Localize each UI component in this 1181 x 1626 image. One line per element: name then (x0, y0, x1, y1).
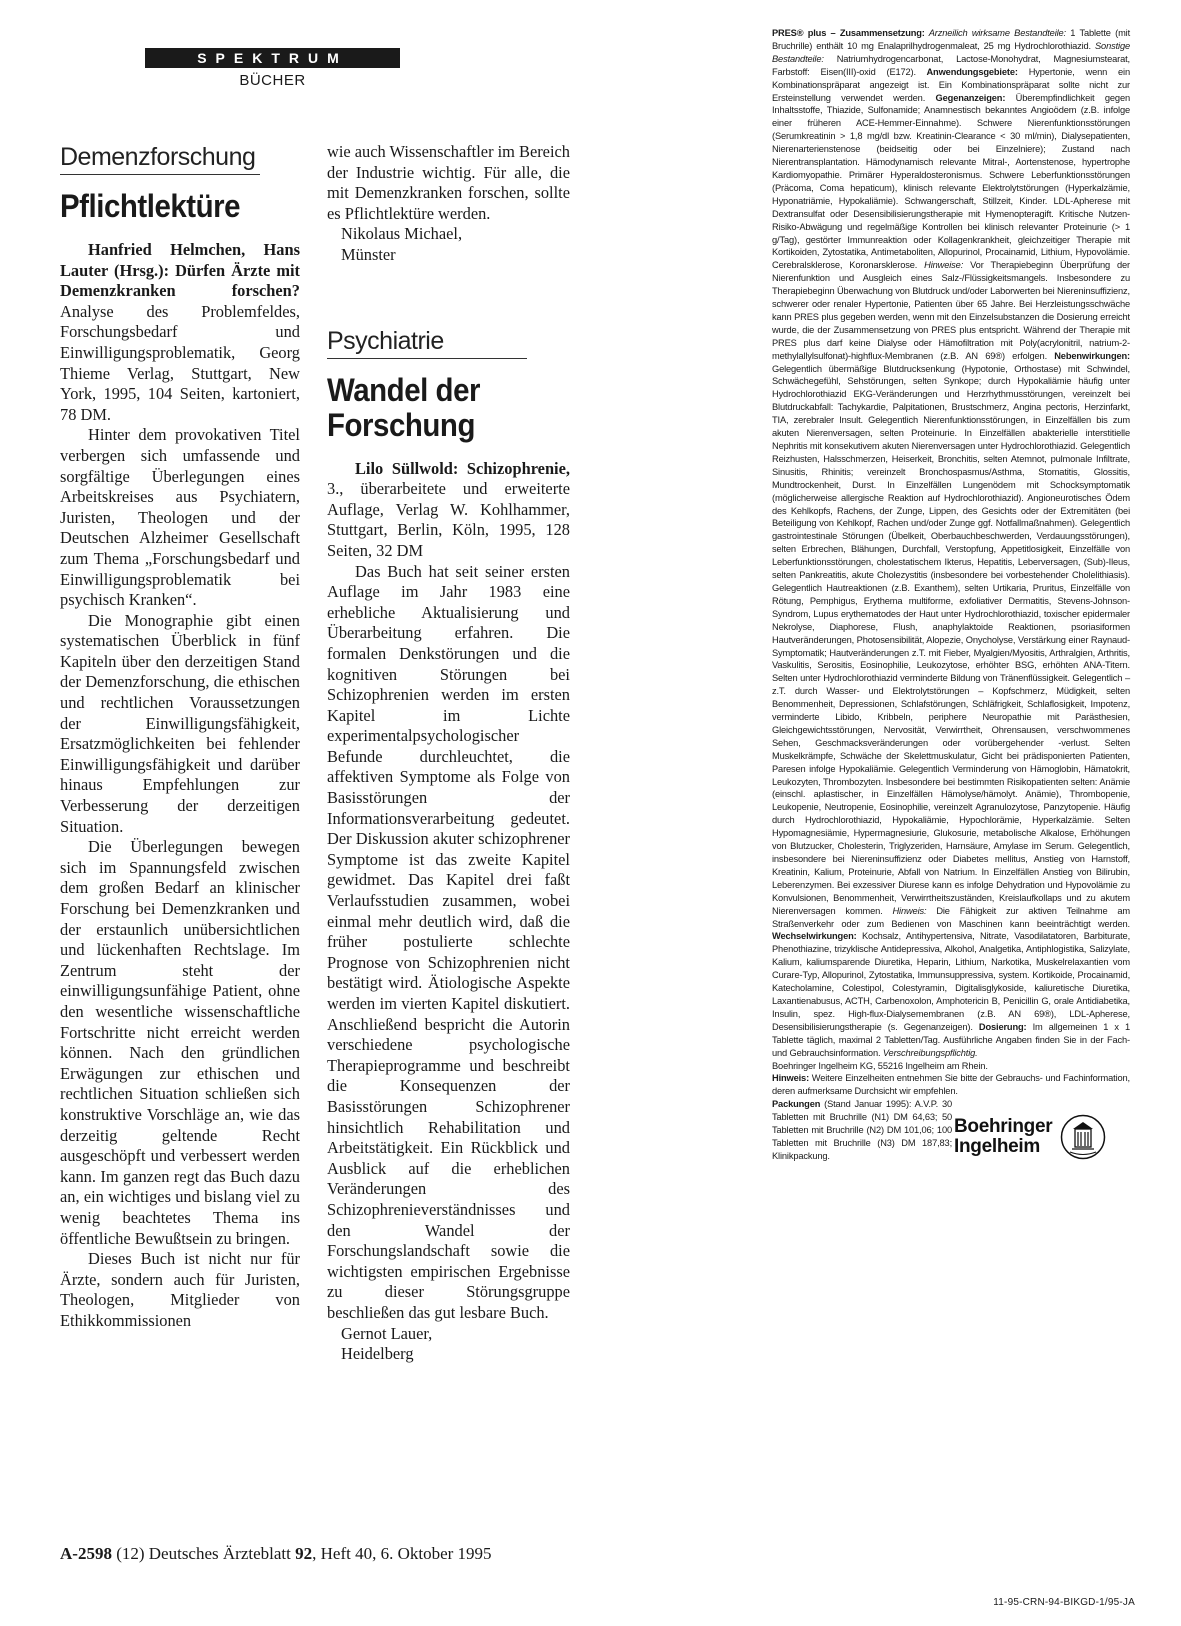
text-bold: Wechselwirkungen: (772, 931, 857, 942)
section-rule (327, 358, 527, 359)
title-line: Wandel der (327, 371, 480, 408)
text: Die Fähigkeit zur aktiven Teilnahme am Straßenverkehr oder zum Bedienen von Maschinen kann beeinträchtigt werden. (772, 905, 1130, 929)
text-bold: PRES® plus – Zusammensetzung: (772, 28, 925, 38)
second-article (327, 326, 570, 1365)
title-line: Forschung (327, 406, 475, 443)
journal-name: (12) Deutsches Ärzteblatt (111, 1544, 296, 1563)
article-title-wandel-der-forschung (327, 373, 551, 443)
paragraph: Die Monographie gibt einen systematischen Überblick in fünf Kapiteln über den derzeitigen Stand der Demenzforschung, die ethischen und rechtlichen Voraussetzungen der Einwilligungsfähigkeit, Ersatzmöglichkeiten bei fehlender Einwilligungsfähigkeit und darüber hinaus Empfehlungen zur Verbesserung der derzeitigen Situation. (60, 610, 300, 836)
text-italic: Arzneilich wirksame Bestandteile: (924, 28, 1066, 38)
text: Kochsalz, Antihypertensiva, Nitrate, Vasodilatatoren, Barbiturate, Phenothiazine, trizyklische Antidepressiva, Alkohol, Analgetika, Antiphlogistika, Salizylate, Kalium, kaliumsparende Diuretika, Heparin, Lithium, Narkotika, Muskelrelaxantien vom Curare-Typ, Allopurinol, Zytostatika, Immunsuppressiva, system. Kortikoide, Procainamid, Katecholamine, Colestipol, Colestyramin, Digitalisglykoside, kaliuretische Diuretika, Laxantienabusus, ACTH, Carbenoxolon, Amphotericin B, Penicillin G, orale Antidiabetika, Insulin, spez. High-flux-Dialysemembranen (z.B. AN 69®), LDL-Apherese, Desensibilisierungstherapie (s. Gegenanzeigen). (772, 931, 1130, 1032)
text-bold: Gegenanzeigen: (925, 92, 1006, 103)
text: Überempfindlichkeit gegen Inhaltsstoffe, Thiazide, Sulfonamide; Anamnestisch bekanntes Angioödem (z.B. infolge einer früheren ACE-Hemmer-Einnahme). Schwere Nierenfunktionsstörungen (Serumkreatinin > 1,8 mg/dl bzw. Kreatinin-Clearance < 30 ml/min), Dialysepatienten, Nierenarterienstenose (beidseitig oder bei Einzelniere); Zustand nach Nierentransplantation. Hämodynamisch relevante Mitral-, Aortenstenose, hypertrophe Kardiomyopathie. Primärer Hyperaldosteronismus. Schwere Leberfunktionsstörungen (Präcoma, Coma hepaticum), klinisch relevante Elektrolytstörungen (Hyperkalzämie, Hyponatriämie, Hypokaliämie). Schwangerschaft, Stillzeit, Kinder. LDL-Apherese mit Dextransulfat oder Desensibilisierungstherapie mit Hymenopteragift. Kritische Nutzen-Risiko-Abwägung und regelmäßige Kontrollen bei klinisch relevanter Proteinurie (> 1 g/Tag), gestörter Immunreaktion oder Kollagenkrankheit, gleichzeitiger Therapie mit Kortikoiden, Zytostatika, Antimetaboliten, Allopurinol, Procainamid, Lithium, Hypovolämie. Cerebralsklerose, Koronarsklerose. (772, 92, 1130, 271)
text: Im allgemeinen 1 x 1 Tablette täglich, maximal 2 Tabletten/Tag. Ausführliche Angaben finden Sie in der Fach- und Gebrauchsinformation. (772, 1021, 1130, 1058)
boehringer-logo (954, 1108, 1132, 1166)
text-italic: Sonstige Bestandteile: (772, 40, 1130, 64)
article-title-pflichtlektuere: Pflichtlektüre (60, 188, 241, 224)
subsection-label: BÜCHER (239, 72, 306, 89)
text: (Stand Januar 1995): A.V.P. 30 Tabletten mit Bruchrille (N1) DM 64,63; 50 Tabletten mit Bruchrille (N2) DM 101,06; 100 Tabletten mit Bruchrille (N3) DM 187,83; Klinikpackung. (772, 1099, 952, 1161)
text: 1 Tablette (mit Bruchrille) enthält 10 mg Enalaprilhydrogenmaleat, 25 mg Hydrochlorothiazid. (772, 28, 1131, 51)
prescribing-information (772, 27, 1130, 1060)
page-number: A-2598 (60, 1544, 112, 1563)
logo-wordmark (954, 1117, 1052, 1157)
text-bold: Packungen (772, 1099, 821, 1110)
page-footer-citation (60, 1543, 620, 1565)
advert-code: 11-95-CRN-94-BIKGD-1/95-JA (993, 1597, 1135, 1608)
logo-line: Boehringer (954, 1116, 1053, 1138)
section-label-psychiatrie: Psychiatrie (327, 326, 444, 355)
bibliography-bold: Hanfried Helmchen, Hans Lauter (Hrsg.): Dürfen Ärzte mit Demenzkranken forschen? (60, 240, 300, 301)
left-column (60, 142, 300, 1331)
text-italic: Hinweis: (882, 905, 927, 916)
paragraph: Hinter dem provokativen Titel verbergen sich umfassende und sorgfältige Überlegungen eines Arbeitskreises aus Psychiatern, Juristen, Theologen und der Deutschen Alzheimer Gesellschaft zum Thema „Forschungsbedarf und Einwilligungsproblematik bei psychisch Kranken“. (60, 425, 300, 610)
bibliography-bold: Lilo Süllwold: Schizophrenie, (355, 458, 570, 478)
advert-column (772, 27, 1130, 1163)
text: Gelegentlich übermäßige Blutdrucksenkung (Hypotonie, Orthostase) mit Schwindel, Schwächegefühl, Sehstörungen, selten Synkope; durch Hypokaliämie häufig unter Hydrochlorothiazid EKG-Veränderungen und Herzrhythmusstörungen, vereinzelt bei Blutdruckabfall: Tachykardie, Palpitationen, Brustschmerz, Angina pectoris, Herzinfarkt, TIA, zerebraler Insult. Gelegentlich Nierenfunktionsstörungen, in Einzelfällen bis zum akuten Nierenversagen, selten Proteinurie. In Einzelfällen abakterielle interstitielle Nephritis mit konsekutivem akuten Nierenversagen unter Hydrochlorothiazid. Gelegentlich Reizhusten, Halsschmerzen, Heiserkeit, Bronchitis, selten Atemnot, pulmonale Infiltrate, Sinusitis, Rhinitis; vereinzelt Bronchospasmus/Asthma, Stomatitis, Glossitis, Mundtrockenheit, Durst. In Einzelfällen Lungenödem mit Schocksymptomatik (möglicherweise allergische Reaktion auf Hydrochlorothiazid). Angioneurotisches Ödem des Kehlkopfs, Rachens, der Zunge, Lippen, des Gesichts oder der Extremitäten (bei Beteiligung von Kehlkopf, Rachen und/oder Zunge ggf. Notfallmaßnahmen). Gelegentlich gastrointestinale Störungen (Übelkeit, Oberbauchbeschwerden, Verdauungsstörungen), selten Erbrechen, Blähungen, Durchfall, Verstopfung, Appetitlosigkeit, Einzelfälle von Leberfunktionsstörungen, cholestatischem Ikterus, Hepatitis, Leberversagen, (Sub)-Ileus, selten Pankreatitis, akute Cholezystitis (insbesondere bei vorbestehender Cholelithiasis). Gelegentlich Hautreaktionen (z.B. Exanthem), selten Urtikaria, Pruritus, Einzelfälle von Rötung, Pemphigus, Erythema multiforme, exfoliativer Dermatitis, Stevens-Johnson-Syndrom, Lupus erythematodes der Haut unter Hydrochlorothiazid, toxischer epidermaler Nekrolyse, Diaphorese, Flush, anaphylaktoide Reaktionen, psoriasiformen Hautveränderungen, Photosensibilität, Alopezie, Onycholyse, Verstärkung einer Raynaud-Symptomatik; Hautveränderungen z.T. mit Fieber, Myalgien/Myositis, Arthralgien, Arthritis, Vaskulitis, Serositis, Eosinophilie, Leukozytose, erhöhter BSG, erhöhten ANA-Titern. Selten unter Hydrochlorothiazid verminderte Bildung von Tränenflüssigkeit. Gelegentlich – z.T. durch Wasser- und Elektrolytstörungen – Kopfschmerz, Müdigkeit, selten Benommenheit, Depressionen, Schlafstörungen, Schläfrigkeit, Schlaflosigkeit, Impotenz, verminderte Libido, Kribbeln, periphere Neuropathie mit Parästhesien, Gleichgewichtsstörungen, Nervosität, Verwirrtheit, Ohrensausen, verschwommenes Sehen, Geschmacksveränderungen oder vorübergehender -verlust. Selten Muskelkrämpfe, Schwäche der Skelettmuskulatur, Gicht bei prädisponierten Patienten, Paresen infolge Hypokaliämie. Gelegentlich Verminderung von Hämoglobin, Hämatokrit, Leukozyten, Thrombozyten. Insbesondere bei bestimmten Risikopatienten selten: Anämie (einschl. aplastischer, in Einzelfällen Hämolyse/hämolyt. Anämie), Thrombopenie, Leukopenie, Neutropenie, Eosinophilie, vereinzelt Agranulozytose, Panzytopenie. Häufig durch Hydrochlorothiazid, Hypokaliämie, Hypochlorämie, Hyperkalzämie. Selten Hypomagnesiämie, Hypermagnesiurie, Glukosurie, metabolische Alkalose, Erhöhungen von Blutzucker, Cholesterin, Triglyzeriden, Harnsäure, Amylase im Serum. Gelegentlich, insbesondere bei Niereninsuffizienz oder Diabetes mellitus, Anstieg von Harnstoff, Kreatinin, Kalium, Proteinurie, Abfall von Natrium. In Einzelfällen Anstieg von Bilirubin, Leberenzymen. Bei exzessiver Diurese kann es infolge Dehydration und Hypovolämie zu Konvulsionen, Benommenheit, Verwirrtheitszuständen, Kreislaufkollaps und zu akutem Nierenversagen kommen. (772, 363, 1130, 916)
bibliography-entry (327, 459, 570, 562)
building-emblem-icon (1060, 1114, 1106, 1160)
logo-line: Ingelheim (954, 1136, 1040, 1158)
paragraph: Dieses Buch ist nicht nur für Ärzte, sondern auch für Juristen, Theologen, Mitglieder von Ethikkommissionen (60, 1249, 300, 1330)
middle-column (327, 142, 570, 1365)
section-header-bar: SPEKTRUM (145, 48, 400, 68)
text: Weitere Einzelheiten entnehmen Sie bitte der Gebrauchs- und Fachinformation, deren aufmerksame Durchsicht wir empfehlen. (772, 1073, 1130, 1097)
text: Vor Therapiebeginn Überprüfung der Nierenfunktion und Ausgleich eines Salz-/Flüssigkeitsmangels. Insbesondere zu Therapiebeginn Überwachung von Blutdruck und/oder Laborwerten bei Niereninsuffizienz, schwerer oder renaler Hypertonie, Patienten über 65 Jahre. Bei Herzleistungsschwäche kann PRES plus gegeben werden, wenn mit den Einzelsubstanzen die Dosierung erreicht wurde, die der Zusammensetzung von PRES plus entspricht. Während der Therapie mit PRES plus darf keine Dialyse oder Hämofiltration mit Poly(acrylonitril, natrium-2-methylallylsulfonat)-highflux-Membranen (z.B. AN 69®) erfolgen. (772, 260, 1130, 361)
paragraph-continuation: wie auch Wissenschaftler im Bereich der Industrie wichtig. Für alle, die mit Demenzkranken forschen, sollte es Pflichtlektüre werden. (327, 142, 570, 223)
author-signature-city: Münster (341, 244, 396, 264)
text-bold: Hinweis: (772, 1073, 810, 1084)
author-signature-name: Gernot Lauer, (341, 1323, 433, 1343)
text-bold: Anwendungsgebiete: (915, 66, 1018, 77)
text: Hypertonie, wenn ein Kombinationspräparat angezeigt ist. Ein Kombinationspräparat sollte nicht zur Ersteinstellung verwendet werden. (772, 66, 1130, 103)
hinweis-note (772, 1072, 1130, 1098)
text: Natriumhydrogencarbonat, Lactose-Monohydrat, Magnesiumstearat, Farbstoff: Eisen(III)-oxid (E172). (772, 53, 1130, 77)
packungen-text (772, 1098, 952, 1163)
text-italic: Hinweise: (917, 260, 964, 271)
journal-volume: 92 (295, 1544, 313, 1563)
company-address: Boehringer Ingelheim KG, 55216 Ingelheim am Rhein. (772, 1060, 988, 1071)
text-bold: Dosierung: (972, 1021, 1027, 1032)
section-label-demenzforschung: Demenzforschung (60, 143, 256, 171)
paragraph: Das Buch hat seit seiner ersten Auflage im Jahr 1983 eine erhebliche Aktualisierung und Überarbeitung erfahren. Die formalen Denkstörungen und die kognitiven Störungen bei Schizophrenien werden im ersten Kapitel im Lichte experimentalpsychologischer Befunde durchleuchtet, die affektiven Symptome als Folge von Basisstörungen der Informationsverarbeitung gedeutet. Der Diskussion akuter schizophrener Symptome ist das zweite Kapitel gewidmet. Das Kapitel drei faßt Verlaufsstudien zusammen, wobei einmal mehr deutlich wird, daß die früher postulierte schlechte Prognose von Schizophrenien nicht bestätigt wird. Ätiologische Aspekte werden im vierten Kapitel diskutiert. Anschließend bespricht die Autorin verschiedene psychologische Therapieprogramme und beschreibt die Konsequenzen der Basisstörungen Schizophrener hinsichtlich Rehabilitation und Arbeitstätigkeit. Ein Rückblick und Ausblick auf die erheblichen Veränderungen des Schizophrenieverständnisses und den Wandel der Forschungslandschaft sowie die wichtigsten empirischen Ergebnisse zu dieser Störungsgruppe beschließen das gut lesbare Buch. (327, 561, 570, 1322)
author-signature-name: Nikolaus Michael, (341, 224, 463, 244)
packungen-block (772, 1098, 1130, 1163)
bibliography-details: 3., überarbeitete und erweiterte Auflage, Verlag W. Kohlhammer, Stuttgart, Berlin, Köln, 1995, 128 Seiten, 32 DM (327, 479, 570, 560)
section-rule (60, 174, 260, 175)
text-bold: Nebenwirkungen: (1047, 350, 1130, 361)
bibliography-entry (60, 240, 300, 425)
paragraph: Die Überlegungen bewegen sich im Spannungsfeld zwischen dem großen Bedarf an klinischer Forschung bei Demenzkranken und der erstaunlich unübersichtlichen und lückenhaften Rechtslage. Im Zentrum steht der einwilligungsunfähige Patient, ohne den wesentliche wissenschaftliche Fortschritte nicht erreicht werden können. Nach den gründlichen Erwägungen zur ethischen und rechtlichen Situation schließen sich konstruktive Vorschläge an, wie das derzeitig geltende Recht ausgeschöpft und verbessert werden kann. Im ganzen regt das Buch dazu an, ein wichtiges und bislang viel zu wenig beachtetes Thema ins öffentliche Bewußtsein zu bringen. (60, 837, 300, 1248)
issue-date: , Heft 40, 6. Oktober 1995 (312, 1544, 492, 1563)
bibliography-details: Analyse des Problemfeldes, Forschungsbedarf und Einwilligungsproblematik, Georg Thieme Verlag, Stuttgart, New York, 1995, 104 Seiten, kartoniert, 78 DM. (60, 301, 300, 424)
text-italic: Verschreibungspflichtig. (880, 1047, 978, 1058)
author-signature-city: Heidelberg (341, 1344, 414, 1364)
